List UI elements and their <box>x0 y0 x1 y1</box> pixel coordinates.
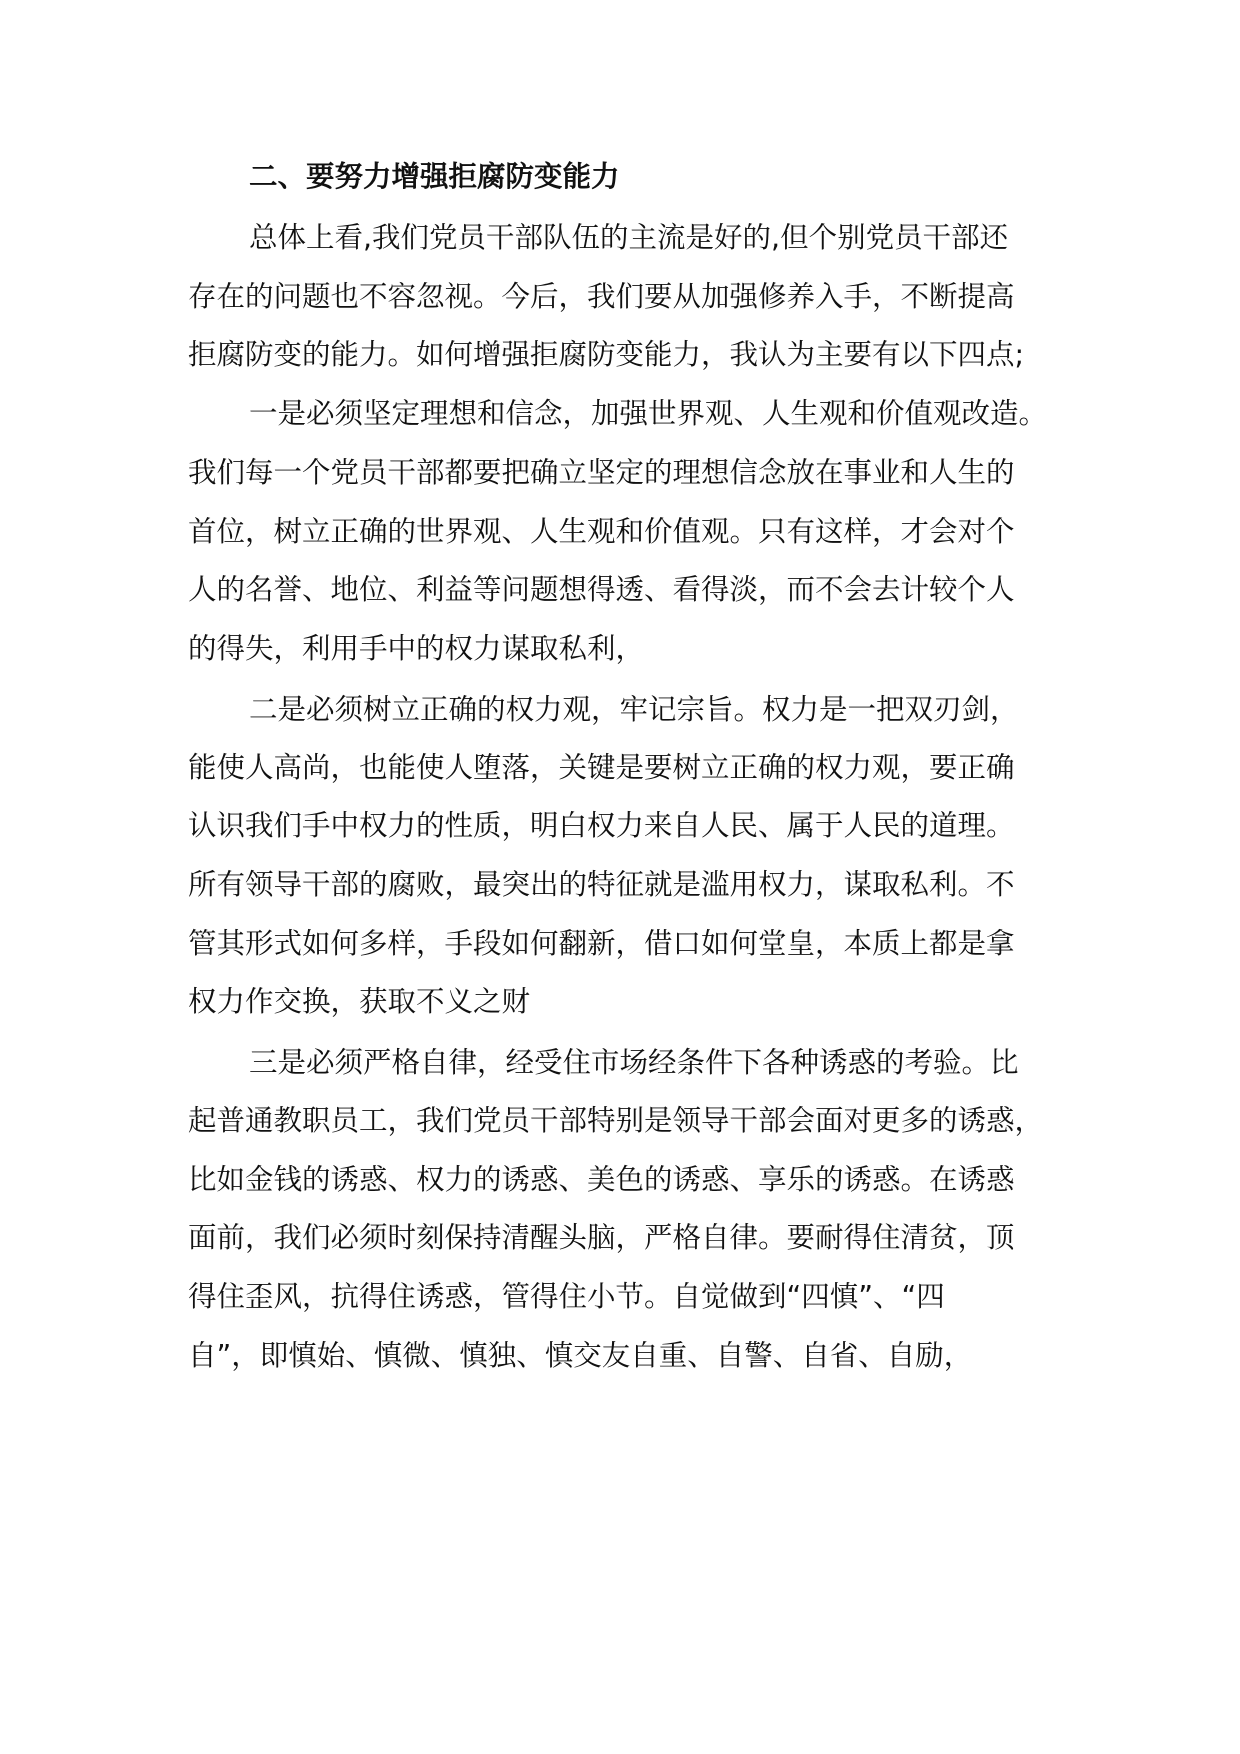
paragraph-3-line-3: 认识我们手中权力的性质，明白权力来自人民、属于人民的道理。 <box>188 809 1015 842</box>
paragraph-1-line-1: 总体上看,我们党员干部队伍的主流是好的,但个别党员干部还 <box>249 221 1009 254</box>
paragraph-4-line-5: 得住歪风，抗得住诱惑，管得住小节。自觉做到“四慎”、“四 <box>188 1280 945 1313</box>
paragraph-3-line-1: 二是必须树立正确的权力观，牢记宗旨。权力是一把双刃剑， <box>249 693 1019 726</box>
paragraph-4-line-4: 面前，我们必须时刻保持清醒头脑，严格自律。要耐得住清贫，顶 <box>188 1221 1015 1254</box>
paragraph-3-line-4: 所有领导干部的腐败，最突出的特征就是滥用权力，谋取私利。不 <box>188 868 1015 901</box>
paragraph-4-line-6: 自”，即慎始、慎微、慎独、慎交友自重、自警、自省、自励， <box>188 1339 973 1372</box>
paragraph-2-line-1: 一是必须坚定理想和信念，加强世界观、人生观和价值观改造。 <box>249 397 1048 430</box>
paragraph-4-line-3: 比如金钱的诱惑、权力的诱惑、美色的诱惑、享乐的诱惑。在诱惑 <box>188 1163 1015 1196</box>
paragraph-1-line-2: 存在的问题也不容忽视。今后，我们要从加强修养入手，不断提高 <box>188 280 1015 313</box>
paragraph-2-line-2: 我们每一个党员干部都要把确立坚定的理想信念放在事业和人生的 <box>188 456 1015 489</box>
paragraph-4-line-2: 起普通教职员工，我们党员干部特别是领导干部会面对更多的诱惑， <box>188 1104 1044 1137</box>
paragraph-2-line-5: 的得失，利用手中的权力谋取私利， <box>188 632 645 665</box>
paragraph-1-line-3: 拒腐防变的能力。如何增强拒腐防变能力，我认为主要有以下四点; <box>188 338 1025 371</box>
paragraph-3-line-6: 权力作交换，获取不义之财 <box>188 985 531 1018</box>
paragraph-3-line-5: 管其形式如何多样，手段如何翻新，借口如何堂皇，本质上都是拿 <box>188 927 1015 960</box>
paragraph-2-line-4: 人的名誉、地位、利益等问题想得透、看得淡，而不会去计较个人 <box>188 573 1015 606</box>
section-heading: 二、要努力增强拒腐防变能力 <box>249 160 620 193</box>
paragraph-4-line-1: 三是必须严格自律，经受住市场经条件下各种诱惑的考验。比 <box>249 1046 1019 1079</box>
paragraph-2-line-3: 首位，树立正确的世界观、人生观和价值观。只有这样，才会对个 <box>188 515 1015 548</box>
paragraph-3-line-2: 能使人高尚，也能使人堕落，关键是要树立正确的权力观，要正确 <box>188 751 1015 784</box>
